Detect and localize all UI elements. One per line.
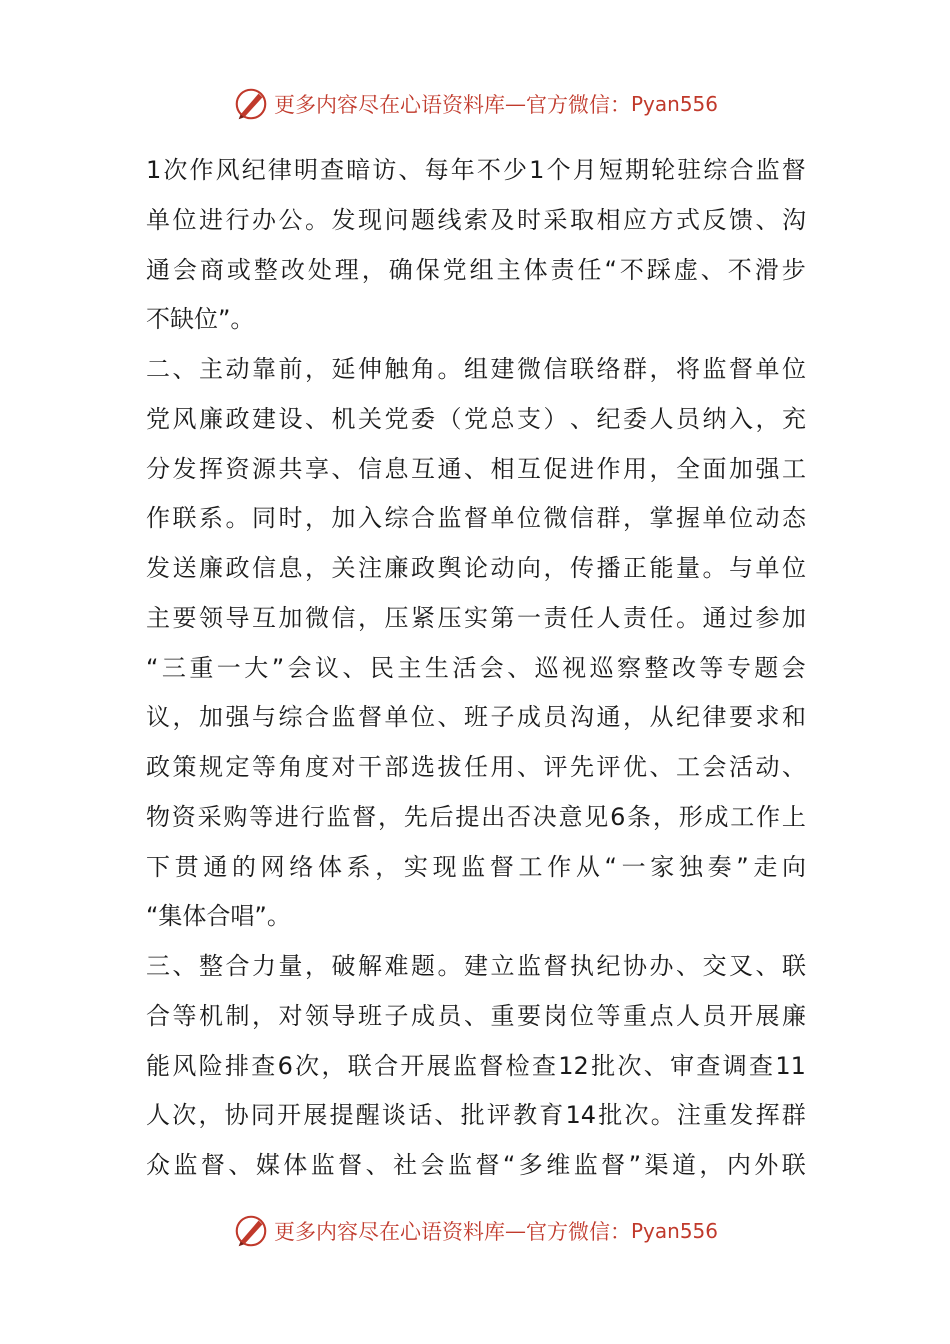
banner-main-text: 更多内容尽在心语资料库 [273, 93, 505, 117]
text-line: 众 监 督 、 媒 体 监 督 、 社 会 监 督 “ 多 维 监 督 ” 渠 道 ， 内 外 联 [146, 1151, 806, 1179]
text-line: 单 位 进 行 办 公 。 发 现 问 题 线 索 及 时 采 取 相 应 方 式 反 馈 、 沟 [146, 205, 806, 234]
text-line: 下 贯 通 的 网 络 体 系 ， 实 现 监 督 工 作 从 “ 一 家 独 奏 ” 走 向 [146, 852, 806, 881]
text-line: “ 三 重 一 大 ” 会 议 、 民 主 生 活 会 、 巡 视 巡 察 整 改 等 专 题 会 [146, 653, 806, 682]
text-line: 1 次 作 风 纪 律 明 查 暗 访 、 每 年 不 少 1 个 月 短 期 轮 驻 综 合 监 督 [146, 156, 806, 184]
footer-banner [0, 1211, 950, 1251]
document-body [146, 146, 806, 1191]
text-line: 能 风 险 排 查 6 次 ， 联 合 开 展 监 督 检 查 12 批 次 、 审 查 调 查 11 [146, 1051, 806, 1080]
text-line: 合 等 机 制 ， 对 领 导 班 子 成 员 、 重 要 岗 位 等 重 点 人 员 开 展 廉 [146, 1001, 806, 1030]
banner-dash: — [504, 92, 526, 116]
text-line: 通 会 商 或 整 改 处 理 ， 确 保 党 组 主 体 责 任 “ 不 踩 虚 、 不 滑 步 [146, 255, 806, 284]
text-line: 二 、 主 动 靠 前 ， 延 伸 触 角 。 组 建 微 信 联 络 群 ， 将 监 督 单 位 [146, 355, 806, 383]
banner-label: 官方微信： [525, 1220, 631, 1244]
text-line: 党 风 廉 政 建 设 、 机 关 党 委 （ 党 总 支 ） 、 纪 委 人 员 纳 入 ， 充 [146, 404, 806, 433]
text-line: 物 资 采 购 等 进 行 监 督 ， 先 后 提 出 否 决 意 见 6 条 ， 形 成 工 作 上 [146, 802, 806, 831]
text-line: “集体合唱”。 [146, 902, 291, 931]
banner-main-text: 更多内容尽在心语资料库 [273, 1220, 505, 1244]
banner-label: 官方微信： [525, 93, 631, 117]
text-line: 人 次 ， 协 同 开 展 提 醒 谈 话 、 批 评 教 育 14 批 次 。 注 重 发 挥 群 [146, 1101, 806, 1130]
banner-account: Pyan556 [630, 1219, 718, 1243]
text-line: 三 、 整 合 力 量 ， 破 解 难 题 。 建 立 监 督 执 纪 协 办 、 交 叉 、 联 [146, 952, 806, 980]
text-line: 主 要 领 导 互 加 微 信 ， 压 紧 压 实 第 一 责 任 人 责 任 。 通 过 参 加 [146, 603, 806, 632]
text-line: 分 发 挥 资 源 共 享 、 信 息 互 通 、 相 互 促 进 作 用 ， 全 面 加 强 工 [146, 454, 806, 483]
text-line: 发 送 廉 政 信 息 ， 关 注 廉 政 舆 论 动 向 ， 传 播 正 能 量 。 与 单 位 [146, 554, 806, 582]
pen-logo-icon [232, 1212, 270, 1250]
banner-dash: — [504, 1219, 526, 1243]
text-line: 不缺位”。 [146, 305, 255, 334]
text-line: 议 ， 加 强 与 综 合 监 督 单 位 、 班 子 成 员 沟 通 ， 从 纪 律 要 求 和 [146, 703, 806, 732]
pen-logo-icon [232, 85, 270, 123]
banner-account: Pyan556 [630, 92, 718, 116]
header-banner [0, 84, 950, 124]
text-line: 政 策 规 定 等 角 度 对 干 部 选 拔 任 用 、 评 先 评 优 、 工 会 活 动 、 [146, 753, 806, 781]
text-line: 作 联 系 。 同 时 ， 加 入 综 合 监 督 单 位 微 信 群 ， 掌 握 单 位 动 态 [146, 504, 806, 533]
